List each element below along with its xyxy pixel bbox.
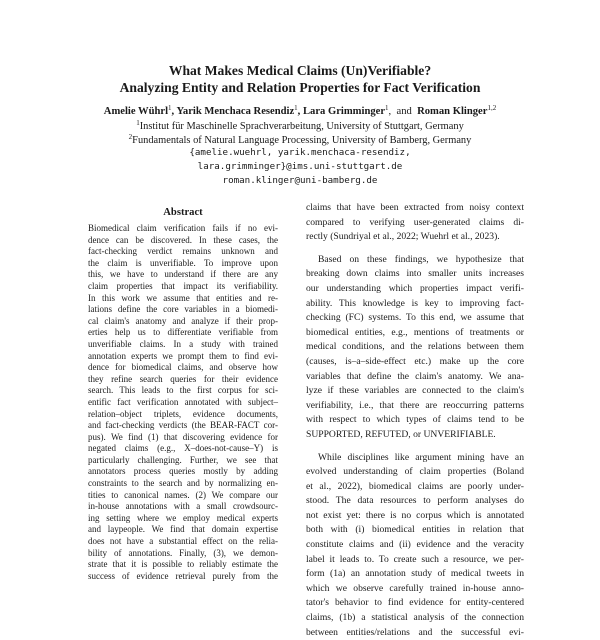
text-line: tator's behavior to find evidence for entity-centered bbox=[306, 597, 524, 609]
text-line: annotation experts we prompt them to find evi- bbox=[88, 350, 278, 361]
text-line: biomedical entities, e.g., mentions of treatments or bbox=[306, 326, 524, 338]
text-line: between entities/relations and the successful evi- bbox=[306, 626, 524, 638]
text-line: checking (FC) systems. To this end, we assume that bbox=[306, 312, 524, 324]
text-line: strate that it is possible to reliably estimate the bbox=[88, 559, 278, 570]
affiliation-marker: 2 bbox=[128, 133, 133, 141]
text-line: relation–object triplets, evidence documents, bbox=[88, 408, 278, 419]
affiliation-text: Institut für Maschinelle Sprachverarbeitung, University of Stuttgart, Germany bbox=[139, 121, 464, 132]
text-line: (causes, is–a–side-effect etc.) make up the core bbox=[306, 355, 524, 367]
email-line: {amelie.wuehrl, yarik.menchaca-resendiz, bbox=[189, 147, 411, 158]
title-line-2: Analyzing Entity and Relation Properties for Fact Verification bbox=[119, 80, 481, 95]
author-separator: , bbox=[297, 106, 303, 117]
text-line: with respect to which types of claims tend to be bbox=[306, 414, 524, 426]
author-name: Yarik Menchaca Resendiz bbox=[176, 106, 295, 117]
introduction-body bbox=[306, 201, 524, 638]
text-line: stood. The data resources to perform analyses do bbox=[306, 495, 524, 507]
author-name: Lara Grimminger bbox=[302, 106, 386, 117]
text-line: they refine search queries for their evidence bbox=[88, 373, 278, 384]
paragraph-gap bbox=[306, 443, 524, 451]
text-line: not exist yet: there is no corpus which is annotated bbox=[306, 509, 524, 521]
text-line: lyze if these variables are connected to the claim's bbox=[306, 385, 524, 397]
email-line: lara.grimminger}@ims.uni-stuttgart.de bbox=[197, 161, 403, 172]
author-name: Amelie Wührl bbox=[103, 106, 169, 117]
text-line: search. This leads to the first corpus for sci- bbox=[88, 385, 278, 396]
author-affiliation-marker: 1 bbox=[168, 104, 172, 112]
author-affiliation-marker: 1,2 bbox=[487, 104, 497, 112]
text-line: in-house annotations with a small crowdsourc- bbox=[88, 501, 278, 512]
text-line: both with (i) biomedical entities in relation that bbox=[306, 524, 524, 536]
text-line: dence for biomedical claims, and observe how bbox=[88, 362, 278, 373]
text-line: While disciplines like argument mining have an bbox=[318, 451, 524, 463]
text-line: and fact-checking verdicts (the BEAR-FACT cor- bbox=[88, 420, 278, 431]
author-and: , and bbox=[388, 106, 418, 117]
affiliation-text: Fundamentals of Natural Language Processing, University of Bamberg, Germany bbox=[132, 135, 472, 146]
text-line: constitute claims and (ii) evidence and the veracity bbox=[306, 539, 524, 551]
text-line: and laypeople. We find that domain expertise bbox=[88, 524, 278, 535]
abstract-body bbox=[88, 223, 278, 600]
text-line: ability. This knowledge is key to improving fact- bbox=[306, 297, 524, 309]
text-line: form (1a) an annotation study of medical tweets in bbox=[306, 568, 524, 580]
text-line: rectly (Sundriyal et al., 2022; Wuehrl et al., 2023). bbox=[306, 231, 500, 243]
text-line: tities to canonical names. (2) We compare our bbox=[88, 489, 278, 500]
text-line: compared to verifying user-generated claims di- bbox=[306, 216, 524, 228]
text-line: does not have a substantial effect on the relia- bbox=[88, 536, 278, 547]
text-line: verifiability, i.e., that there are reoccurring patterns bbox=[306, 399, 524, 411]
author-name: Roman Klinger bbox=[417, 106, 488, 117]
text-line: cal claim's anatomy and analyze if their prop- bbox=[88, 315, 278, 326]
text-line: success of evidence retrieval purely from the bbox=[88, 570, 278, 581]
abstract-heading: Abstract bbox=[163, 207, 203, 218]
author-affiliation-marker: 1 bbox=[294, 104, 298, 112]
affiliation bbox=[0, 131, 600, 147]
author-list bbox=[0, 102, 600, 118]
text-line: constraints to the search and by normalizing en- bbox=[88, 478, 278, 489]
text-line: Biomedical claim verification fails if no evi- bbox=[88, 223, 278, 233]
text-line: claims that have been extracted from noisy context bbox=[306, 202, 524, 213]
text-line: erties help us to differentiate verifiable from bbox=[88, 327, 278, 338]
paper-title bbox=[0, 62, 600, 96]
text-line: medical conditions, and the relations between them bbox=[306, 341, 524, 353]
text-line: dence can be discovered. In these cases, the bbox=[88, 234, 278, 245]
text-line: label it leads to. To create such a resource, we per- bbox=[306, 553, 524, 565]
author-separator: , bbox=[171, 106, 177, 117]
text-line: annotators process queries mostly by adding bbox=[88, 466, 278, 477]
text-line: variables that define the claim's anatomy. We ana- bbox=[306, 370, 524, 382]
text-line: In this work we assume that entities and re- bbox=[88, 292, 278, 303]
text-line: et al., 2022), biomedical claims are poorly under- bbox=[306, 480, 524, 492]
text-line: which we observe carefully trained in-house anno- bbox=[306, 582, 524, 594]
text-line: Based on these findings, we hypothesize that bbox=[318, 253, 524, 265]
text-line: evolved understanding of claim properties (Boland bbox=[306, 466, 524, 478]
text-line: particularly challenging. Further, we see that bbox=[88, 454, 278, 465]
paragraph-gap bbox=[306, 245, 524, 253]
title-line-1: What Makes Medical Claims (Un)Verifiable? bbox=[168, 63, 432, 78]
email-line: roman.klinger@uni-bamberg.de bbox=[222, 175, 378, 186]
text-line: entific fact verification annotated with subject– bbox=[88, 396, 278, 407]
text-line: lations define the core variables in a biomedi- bbox=[88, 304, 278, 315]
text-line: pus). We find (1) that discovering evidence for bbox=[88, 431, 278, 442]
text-line: breaking down claims into smaller units increases bbox=[306, 268, 524, 280]
text-line: our understanding which properties impact verifi- bbox=[306, 282, 524, 294]
affiliation-marker: 1 bbox=[136, 119, 140, 127]
text-line: ing setting where we employ medical experts bbox=[88, 512, 278, 523]
author-affiliation-marker: 1 bbox=[385, 104, 389, 112]
text-line: negated claims (e.g., X–does-not-cause–Y) is bbox=[88, 443, 278, 454]
text-line: unverifiable claims. In a study with trained bbox=[88, 338, 278, 349]
text-line: claim properties that impact its verifiability. bbox=[88, 280, 278, 291]
text-line: this, we have to understand if there are any bbox=[88, 269, 278, 280]
text-line: claims, (1b) a statistical analysis of the connection bbox=[306, 612, 524, 624]
text-line: fact-checking verdict remains unknown and bbox=[88, 246, 278, 257]
text-line: SUPPORTED, REFUTED, or UNVERIFIABLE. bbox=[306, 428, 496, 440]
text-line: bility of annotations. Finally, (3), we demon- bbox=[88, 547, 278, 558]
text-line: the claim is unverifiable. To improve upon bbox=[88, 257, 278, 268]
